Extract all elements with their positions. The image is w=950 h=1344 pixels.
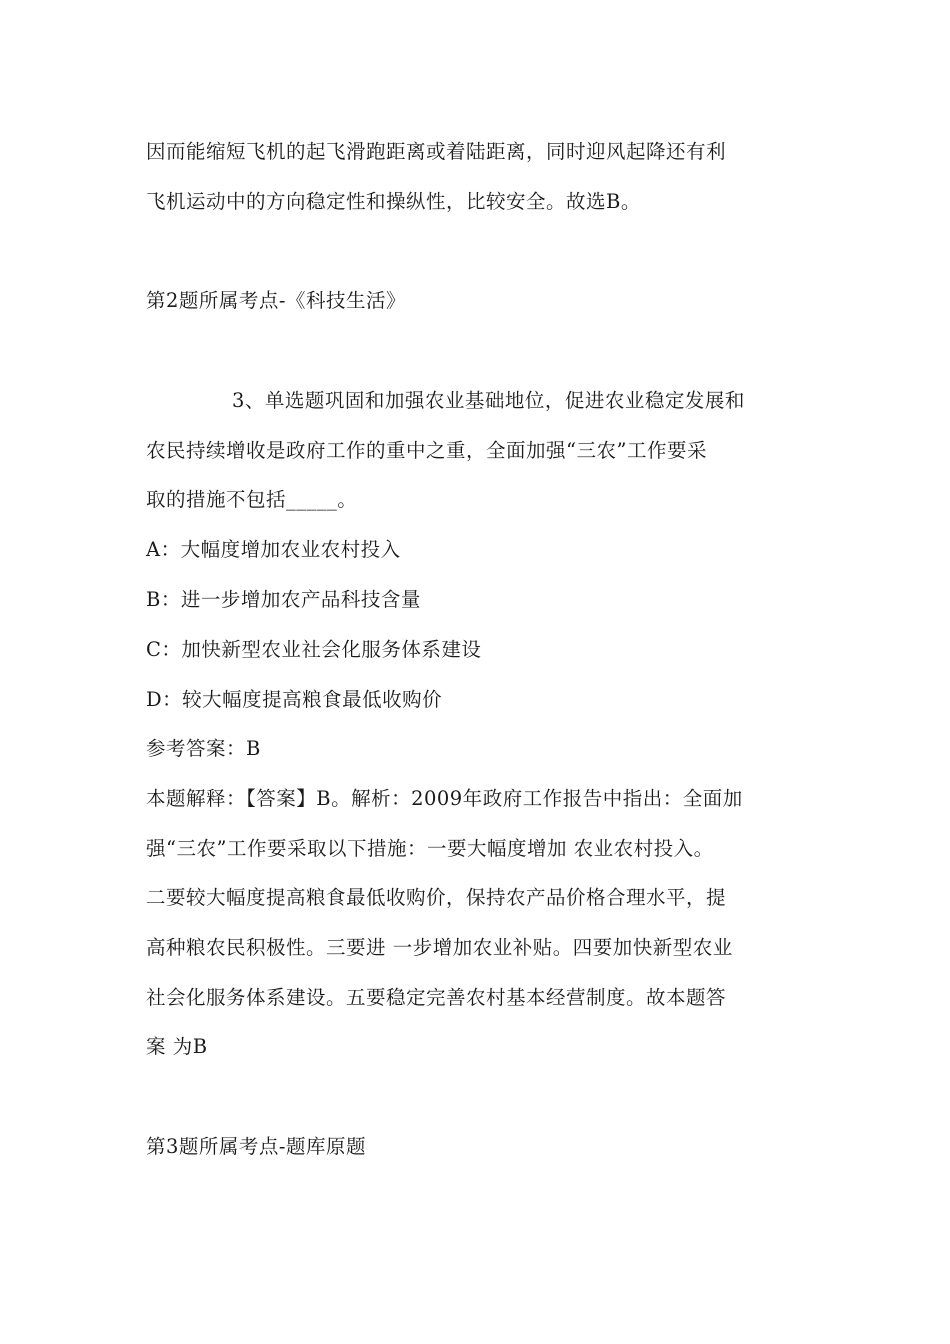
explanation-line: 本题解释：【答案】B。解析：2009年政府工作报告中指出：全面加 (146, 787, 743, 810)
topic-heading: 第3题所属考点-题库原题 (146, 1135, 366, 1158)
option-d: D：较大幅度提高粮食最低收购价 (146, 688, 443, 711)
option-a: A：大幅度增加农业农村投入 (146, 538, 401, 561)
option-c: C：加快新型农业社会化服务体系建设 (146, 638, 482, 661)
explanation-line: 二要较大幅度提高粮食最低收购价，保持农产品价格合理水平，提 (146, 886, 727, 909)
explanation-line: 高种粮农民积极性。三要进 一步增加农业补贴。四要加快新型农业 (146, 936, 733, 959)
explanation-line: 社会化服务体系建设。五要稳定完善农村基本经营制度。故本题答 (146, 986, 727, 1009)
paragraph-line: 飞机运动中的方向稳定性和操纵性，比较安全。故选B。 (146, 190, 641, 213)
question-line: 农民持续增收是政府工作的重中之重，全面加强“三农”工作要采 (146, 439, 707, 462)
paragraph-line: 因而能缩短飞机的起飞滑跑距离或着陆距离，同时迎风起降还有利 (146, 140, 727, 163)
option-b: B：进一步增加农产品科技含量 (146, 588, 421, 611)
explanation-line: 强“三农”工作要采取以下措施：一要大幅度增加 农业农村投入。 (146, 837, 714, 860)
explanation-line: 案 为B (146, 1035, 208, 1058)
topic-heading: 第2题所属考点-《科技生活》 (146, 289, 406, 312)
question-line: 取的措施不包括_____。 (146, 488, 358, 511)
question-line: 3、单选题巩固和加强农业基础地位，促进农业稳定发展和 (232, 389, 745, 412)
reference-answer: 参考答案：B (146, 737, 261, 760)
